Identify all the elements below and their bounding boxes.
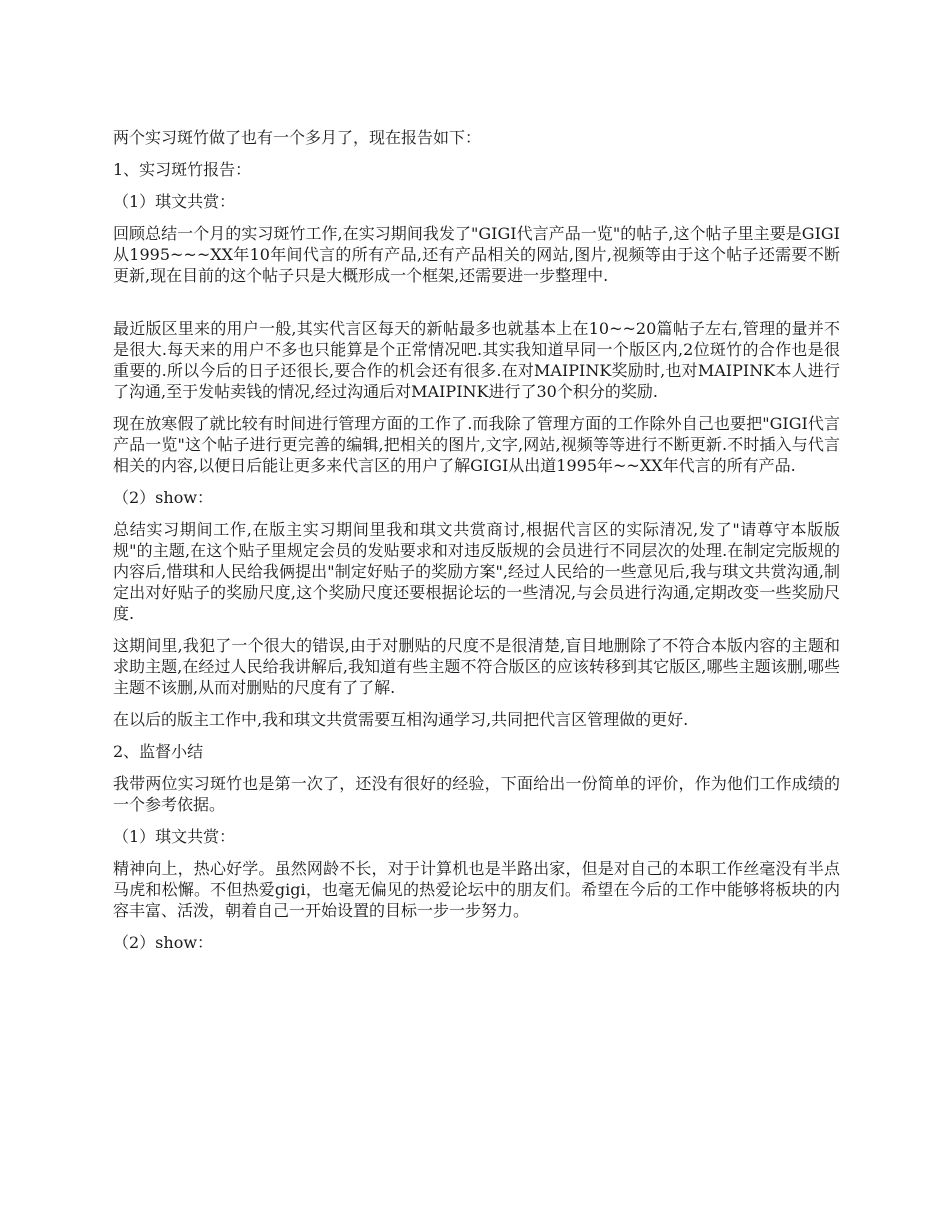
paragraph: 总结实习期间工作,在版主实习期间里我和琪文共赏商讨,根据代言区的实际清况,发了"请尊守本版版规"的主题,在这个贴子里规定会员的发贴要求和对违反版规的会员进行不同层次的处理.在制定完版规的内容后,惜琪和人民给我俩提出"制定好贴子的奖励方案",经过人民给的一些意见后,我与琪文共赏沟通,制定出对好贴子的奖励尺度,这个奖励尺度还要根据论坛的一些清况,与会员进行沟通,定期改变一些奖励尺度. [113,520,840,623]
subsection-show-eval-title: （2）show： [113,933,214,952]
paragraph: 回顾总结一个月的实习斑竹工作,在实习期间我发了"GIGI代言产品一览"的帖子,这个帖子里主要是GIGI从1995~~~XX年10年间代言的所有产品,还有产品相关的网站,图片,视频等由于这个帖子还需要不断更新,现在目前的这个帖子只是大概形成一个框架,还需要进一步整理中. [113,224,840,285]
spacer [113,297,840,318]
paragraph: 这期间里,我犯了一个很大的错误,由于对删贴的尺度不是很清楚,盲目地删除了不符合本版内容的主题和求助主题,在经过人民给我讲解后,我知道有些主题不符合版区的应该转移到其它版区,哪些主题该删,哪些主题不该删,从而对删贴的尺度有了了解. [113,636,840,697]
paragraph: 现在放寒假了就比较有时间进行管理方面的工作了.而我除了管理方面的工作除外自己也要把"GIGI代言产品一览"这个帖子进行更完善的编辑,把相关的图片,文字,网站,视频等等进行不断更新.不时插入与代言相关的内容,以便日后能让更多来代言区的用户了解GIGI从出道1995年~~XX年代言的所有产品. [113,414,840,475]
paragraph: 最近版区里来的用户一般,其实代言区每天的新帖最多也就基本上在10~~20篇帖子左右,管理的量并不是很大.每天来的用户不多也只能算是个正常情况吧.其实我知道早同一个版区内,2位斑竹的合作也是很重要的.所以今后的日子还很长,要合作的机会还有很多.在对MAIPINK奖励时,也对MAIPINK本人进行了沟通,至于发帖卖钱的情况,经过沟通后对MAIPINK进行了30个积分的奖励. [113,319,840,401]
section-2-title: 2、监督小结 [113,742,204,761]
paragraph: 我带两位实习斑竹也是第一次了，还没有很好的经验，下面给出一份简单的评价，作为他们工作成绩的一个参考依据。 [113,774,840,814]
subsection-show-title: （2）show： [113,488,214,507]
paragraph: 精神向上，热心好学。虽然网龄不长，对于计算机也是半路出家，但是对自己的本职工作丝毫没有半点马虎和松懈。不但热爱gigi，也毫无偏见的热爱论坛中的朋友们。希望在今后的工作中能够将板块的内容丰富、活泼，朝着自己一开始设置的目标一步一步努力。 [113,859,840,920]
subsection-qiwen-title: （1）琪文共赏： [113,192,236,211]
section-1-title: 1、实习斑竹报告： [113,160,252,179]
intro-line: 两个实习斑竹做了也有一个多月了，现在报告如下： [113,128,482,147]
paragraph: 在以后的版主工作中,我和琪文共赏需要互相沟通学习,共同把代言区管理做的更好. [113,710,689,729]
document-body [113,127,840,964]
subsection-qiwen-eval-title: （1）琪文共赏： [113,827,236,846]
